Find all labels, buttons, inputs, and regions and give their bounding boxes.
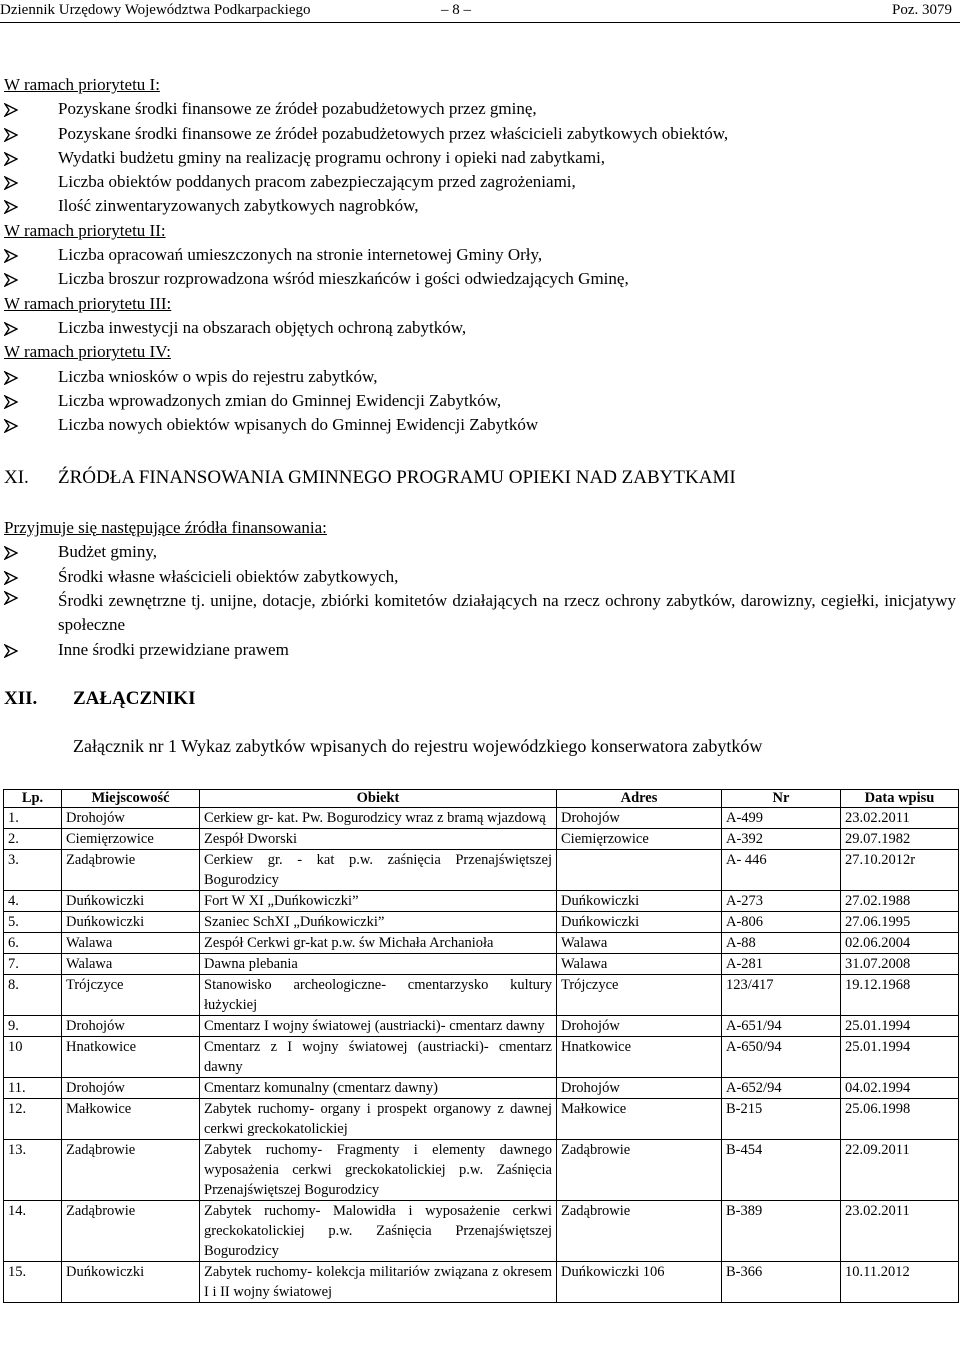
col-header: Data wpisu bbox=[841, 790, 959, 808]
cell-lp: 1. bbox=[4, 808, 62, 829]
cell-address: Walawa bbox=[557, 954, 722, 975]
cell-number: A-88 bbox=[722, 933, 841, 954]
cell-date: 25.01.1994 bbox=[841, 1037, 959, 1078]
cell-address: Małkowice bbox=[557, 1099, 722, 1140]
cell-address: Ciemięrzowice bbox=[557, 829, 722, 850]
list-item: Ilość zinwentaryzowanych zabytkowych nagrobków, bbox=[4, 194, 958, 218]
cell-address: Zadąbrowie bbox=[557, 1201, 722, 1262]
cell-address: Zadąbrowie bbox=[557, 1140, 722, 1201]
cell-lp: 12. bbox=[4, 1099, 62, 1140]
cell-date: 25.06.1998 bbox=[841, 1099, 959, 1140]
monuments-table bbox=[3, 789, 959, 1303]
cell-address: Duńkowiczki 106 bbox=[557, 1262, 722, 1303]
cell-address: Hnatkowice bbox=[557, 1037, 722, 1078]
cell-locality: Małkowice bbox=[62, 1099, 200, 1140]
list-item: Liczba wprowadzonych zmian do Gminnej Ewidencji Zabytków, bbox=[4, 389, 958, 413]
arrow-bullet-icon bbox=[4, 644, 18, 663]
cell-object: Zespół Cerkwi gr-kat p.w. św Michała Archanioła bbox=[200, 933, 557, 954]
cell-object: Cerkiew gr- kat. Pw. Bogurodzicy wraz z bramą wjazdową bbox=[200, 808, 557, 829]
cell-date: 22.09.2011 bbox=[841, 1140, 959, 1201]
cell-object: Zabytek ruchomy- Fragmenty i elementy dawnego wyposażenia cerkwi greckokatolickiej p.w. Zaśnięcia Przenajświętszej Bogurodzicy bbox=[200, 1140, 557, 1201]
arrow-bullet-icon bbox=[4, 146, 24, 173]
priority-1-heading: W ramach priorytetu I: bbox=[4, 75, 160, 94]
journal-title: Dziennik Urzędowy Województwa Podkarpackiego bbox=[0, 2, 311, 18]
cell-number: A-281 bbox=[722, 954, 841, 975]
col-header: Adres bbox=[557, 790, 722, 808]
list-item: Inne środki przewidziane prawem bbox=[58, 640, 289, 659]
cell-number: A-651/94 bbox=[722, 1016, 841, 1037]
list-item: Liczba wniosków o wpis do rejestru zabytków, bbox=[4, 365, 958, 389]
cell-lp: 5. bbox=[4, 912, 62, 933]
section-11-number: XI. bbox=[4, 467, 29, 488]
col-header: Obiekt bbox=[200, 790, 557, 808]
table-row bbox=[4, 891, 959, 912]
table-row bbox=[4, 1037, 959, 1078]
cell-date: 31.07.2008 bbox=[841, 954, 959, 975]
cell-lp: 6. bbox=[4, 933, 62, 954]
list-item: Środki zewnętrzne tj. unijne, dotacje, zbiórki komitetów działających na rzecz ochrony zabytków, darowizny, cegiełki, inicjatywy społeczne bbox=[58, 591, 956, 634]
cell-lp: 10 bbox=[4, 1037, 62, 1078]
table-row bbox=[4, 912, 959, 933]
cell-number: B-366 bbox=[722, 1262, 841, 1303]
cell-locality: Trójczyce bbox=[62, 975, 200, 1016]
cell-object: Cmentarz I wojny światowej (austriacki)- cmentarz dawny bbox=[200, 1016, 557, 1037]
table-row bbox=[4, 829, 959, 850]
cell-lp: 15. bbox=[4, 1262, 62, 1303]
cell-address: Duńkowiczki bbox=[557, 912, 722, 933]
cell-object: Cerkiew gr. - kat p.w. zaśnięcia Przenajświętszej Bogurodzicy bbox=[200, 850, 557, 891]
arrow-bullet-icon bbox=[4, 267, 24, 294]
table-row bbox=[4, 933, 959, 954]
arrow-bullet-icon bbox=[4, 365, 24, 392]
cell-lp: 7. bbox=[4, 954, 62, 975]
col-header: Lp. bbox=[4, 790, 62, 808]
cell-number: B-454 bbox=[722, 1140, 841, 1201]
list-item: Budżet gminy, bbox=[4, 540, 958, 564]
list-item: Liczba inwestycji na obszarach objętych ochroną zabytków, bbox=[4, 316, 958, 340]
cell-locality: Zadąbrowie bbox=[62, 1140, 200, 1201]
list-item: Liczba opracowań umieszczonych na stronie internetowej Gminy Orły, bbox=[4, 243, 958, 267]
cell-object: Dawna plebania bbox=[200, 954, 557, 975]
table-row bbox=[4, 808, 959, 829]
col-header: Nr bbox=[722, 790, 841, 808]
cell-date: 27.02.1988 bbox=[841, 891, 959, 912]
list-item: Liczba nowych obiektów wpisanych do Gminnej Ewidencji Zabytków bbox=[4, 413, 958, 437]
list-item: Liczba obiektów poddanych pracom zabezpieczającym przed zagrożeniami, bbox=[4, 170, 958, 194]
annex-title: Załącznik nr 1 Wykaz zabytków wpisanych do rejestru wojewódzkiego konserwatora zabytków bbox=[73, 736, 763, 756]
cell-lp: 13. bbox=[4, 1140, 62, 1201]
list-item: Środki własne właścicieli obiektów zabytkowych, bbox=[4, 565, 958, 589]
list-item: Wydatki budżetu gminy na realizację programu ochrony i opieki nad zabytkami, bbox=[4, 146, 958, 170]
table-row bbox=[4, 975, 959, 1016]
position-number: Poz. 3079 bbox=[892, 2, 952, 18]
table-row bbox=[4, 1099, 959, 1140]
cell-object: Zespół Dworski bbox=[200, 829, 557, 850]
cell-lp: 8. bbox=[4, 975, 62, 1016]
priority-4-heading: W ramach priorytetu IV: bbox=[4, 342, 171, 362]
cell-lp: 2. bbox=[4, 829, 62, 850]
section-11-title: ŹRÓDŁA FINANSOWANIA GMINNEGO PROGRAMU OPIEKI NAD ZABYTKAMI bbox=[58, 467, 736, 488]
table-row bbox=[4, 1140, 959, 1201]
table-row bbox=[4, 1078, 959, 1099]
cell-number: A-273 bbox=[722, 891, 841, 912]
cell-locality: Zadąbrowie bbox=[62, 1201, 200, 1262]
col-header: Miejscowość bbox=[62, 790, 200, 808]
cell-number: A-392 bbox=[722, 829, 841, 850]
cell-locality: Ciemięrzowice bbox=[62, 829, 200, 850]
cell-date: 23.02.2011 bbox=[841, 808, 959, 829]
table-row bbox=[4, 954, 959, 975]
priorities-list bbox=[4, 73, 958, 437]
arrow-bullet-icon bbox=[4, 243, 24, 270]
cell-object: Cmentarz komunalny (cmentarz dawny) bbox=[200, 1078, 557, 1099]
cell-locality: Duńkowiczki bbox=[62, 912, 200, 933]
list-item: Pozyskane środki finansowe ze źródeł pozabudżetowych przez właścicieli zabytkowych obiektów, bbox=[4, 122, 958, 146]
cell-lp: 4. bbox=[4, 891, 62, 912]
cell-locality: Zadąbrowie bbox=[62, 850, 200, 891]
cell-object: Szaniec SchXI „Duńkowiczki” bbox=[200, 912, 557, 933]
cell-object: Zabytek ruchomy- Malowidła i wyposażenie cerkwi greckokatolickiej p.w. Zaśnięcia Przenajświętszej Bogurodzicy bbox=[200, 1201, 557, 1262]
cell-locality: Walawa bbox=[62, 954, 200, 975]
page-header bbox=[0, 0, 960, 23]
cell-locality: Duńkowiczki bbox=[62, 891, 200, 912]
cell-address: Drohojów bbox=[557, 1016, 722, 1037]
cell-locality: Drohojów bbox=[62, 1078, 200, 1099]
cell-number: A-806 bbox=[722, 912, 841, 933]
list-item: Pozyskane środki finansowe ze źródeł pozabudżetowych przez gminę, bbox=[4, 97, 958, 121]
table-row bbox=[4, 1016, 959, 1037]
cell-address: Drohojów bbox=[557, 808, 722, 829]
funding-intro: Przyjmuje się następujące źródła finansowania: bbox=[4, 518, 327, 537]
cell-number: A-499 bbox=[722, 808, 841, 829]
cell-object: Zabytek ruchomy- organy i prospekt organowy z dawnej cerkwi greckokatolickiej bbox=[200, 1099, 557, 1140]
priority-2-heading: W ramach priorytetu II: bbox=[4, 220, 166, 240]
arrow-bullet-icon bbox=[4, 97, 24, 124]
cell-lp: 14. bbox=[4, 1201, 62, 1262]
cell-number: B-215 bbox=[722, 1099, 841, 1140]
cell-locality: Drohojów bbox=[62, 1016, 200, 1037]
cell-number: B-389 bbox=[722, 1201, 841, 1262]
cell-address: Trójczyce bbox=[557, 975, 722, 1016]
arrow-bullet-icon bbox=[4, 122, 24, 149]
cell-date: 29.07.1982 bbox=[841, 829, 959, 850]
cell-number: 123/417 bbox=[722, 975, 841, 1016]
cell-date: 04.02.1994 bbox=[841, 1078, 959, 1099]
cell-locality: Drohojów bbox=[62, 808, 200, 829]
page-number: – 8 – bbox=[441, 2, 471, 18]
table-row bbox=[4, 1201, 959, 1262]
priority-3-heading: W ramach priorytetu III: bbox=[4, 293, 172, 313]
cell-address: Duńkowiczki bbox=[557, 891, 722, 912]
cell-address: Drohojów bbox=[557, 1078, 722, 1099]
cell-date: 27.06.1995 bbox=[841, 912, 959, 933]
table-header-row bbox=[4, 790, 959, 808]
funding-list bbox=[4, 516, 958, 589]
cell-address: Walawa bbox=[557, 933, 722, 954]
cell-lp: 3. bbox=[4, 850, 62, 891]
cell-number: A-652/94 bbox=[722, 1078, 841, 1099]
cell-locality: Duńkowiczki bbox=[62, 1262, 200, 1303]
arrow-bullet-icon bbox=[4, 413, 24, 440]
cell-object: Zabytek ruchomy- kolekcja militariów związana z okresem I i II wojny światowej bbox=[200, 1262, 557, 1303]
section-12-number: XII. bbox=[4, 688, 38, 709]
arrow-bullet-icon bbox=[4, 389, 24, 416]
section-12-title: ZAŁĄCZNIKI bbox=[73, 688, 196, 709]
cell-object: Cmentarz z I wojny światowej (austriacki)- cmentarz dawny bbox=[200, 1037, 557, 1078]
arrow-bullet-icon bbox=[4, 316, 24, 343]
table-row bbox=[4, 1262, 959, 1303]
cell-lp: 9. bbox=[4, 1016, 62, 1037]
cell-lp: 11. bbox=[4, 1078, 62, 1099]
cell-object: Fort W XI „Duńkowiczki” bbox=[200, 891, 557, 912]
arrow-bullet-icon bbox=[4, 194, 24, 221]
cell-locality: Hnatkowice bbox=[62, 1037, 200, 1078]
cell-date: 25.01.1994 bbox=[841, 1016, 959, 1037]
cell-date: 27.10.2012r bbox=[841, 850, 959, 891]
cell-date: 19.12.1968 bbox=[841, 975, 959, 1016]
list-item: Liczba broszur rozprowadzona wśród mieszkańców i gości odwiedzających Gminę, bbox=[4, 267, 958, 291]
cell-date: 02.06.2004 bbox=[841, 933, 959, 954]
cell-object: Stanowisko archeologiczne- cmentarzysko kultury łużyckiej bbox=[200, 975, 557, 1016]
table-row bbox=[4, 850, 959, 891]
cell-number: A- 446 bbox=[722, 850, 841, 891]
cell-address bbox=[557, 850, 722, 891]
cell-date: 23.02.2011 bbox=[841, 1201, 959, 1262]
arrow-bullet-icon bbox=[4, 591, 18, 610]
arrow-bullet-icon bbox=[4, 565, 24, 592]
cell-date: 10.11.2012 bbox=[841, 1262, 959, 1303]
arrow-bullet-icon bbox=[4, 170, 24, 197]
cell-number: A-650/94 bbox=[722, 1037, 841, 1078]
cell-locality: Walawa bbox=[62, 933, 200, 954]
arrow-bullet-icon bbox=[4, 540, 24, 567]
